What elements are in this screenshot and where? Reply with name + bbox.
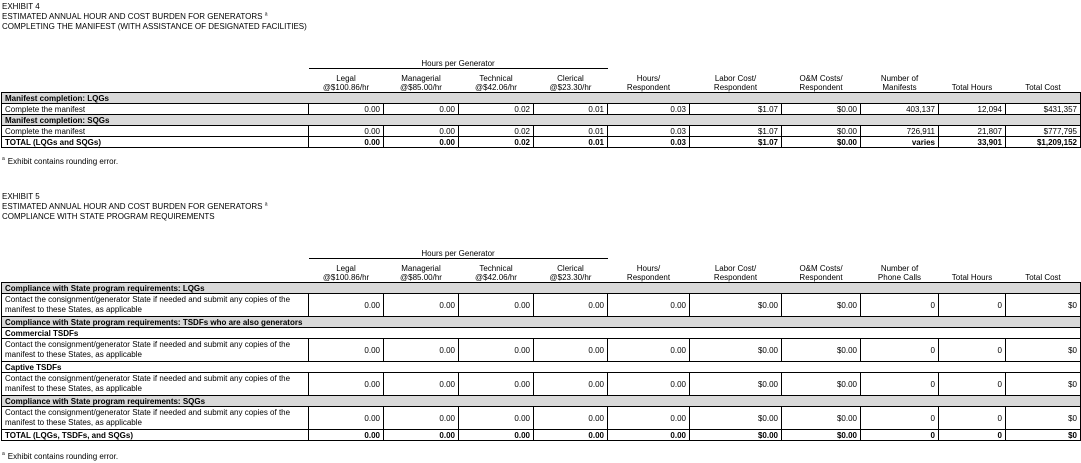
section-row bbox=[2, 93, 1081, 104]
cell-total-cost: $0 bbox=[1006, 407, 1081, 430]
cell-total-cost: $0 bbox=[1006, 339, 1081, 362]
total-hours-respondent: 0.00 bbox=[608, 430, 690, 441]
col-technical: Technical @$42.06/hr bbox=[475, 263, 517, 282]
total-total-cost: $0 bbox=[1006, 430, 1081, 441]
section-lqgs: Compliance with State program requirements: LQGs bbox=[2, 283, 1081, 294]
row-label: Contact the consignment/generator State if needed and submit any copies of the manifest to these States, as applicable bbox=[2, 373, 309, 396]
total-number: varies bbox=[861, 137, 939, 148]
cell-om-cost: $0.00 bbox=[782, 126, 861, 137]
cell-clerical: 0.01 bbox=[534, 104, 608, 115]
exhibit-4-label: EXHIBIT 4 bbox=[2, 2, 40, 11]
total-total-hours: 0 bbox=[939, 430, 1006, 441]
cell-total-hours: 0 bbox=[939, 294, 1006, 317]
total-legal: 0.00 bbox=[309, 137, 384, 148]
col-hours-respondent: Hours/ Respondent bbox=[626, 263, 671, 282]
table-row bbox=[2, 339, 1081, 362]
col-hours-respondent: Hours/ Respondent bbox=[626, 73, 671, 92]
cell-technical: 0.02 bbox=[459, 104, 534, 115]
cell-clerical: 0.00 bbox=[534, 339, 608, 362]
cell-legal: 0.00 bbox=[309, 339, 384, 362]
footnote-marker: a bbox=[264, 201, 268, 208]
cell-technical: 0.00 bbox=[459, 407, 534, 430]
col-managerial: Managerial @$85.00/hr bbox=[400, 73, 442, 92]
cell-clerical: 0.00 bbox=[534, 294, 608, 317]
cell-clerical: 0.00 bbox=[534, 373, 608, 396]
cell-managerial: 0.00 bbox=[384, 339, 459, 362]
total-managerial: 0.00 bbox=[384, 430, 459, 441]
cell-om-cost: $0.00 bbox=[782, 294, 861, 317]
total-om-cost: $0.00 bbox=[782, 137, 861, 148]
cell-technical: 0.00 bbox=[459, 373, 534, 396]
table-row bbox=[2, 294, 1081, 317]
cell-hours: 0.03 bbox=[608, 126, 690, 137]
cell-hours: 0.00 bbox=[608, 373, 690, 396]
subsection-commercial-tsdfs: Commercial TSDFs bbox=[2, 328, 1081, 339]
cell-total-cost: $0 bbox=[1006, 294, 1081, 317]
header-group-row bbox=[2, 249, 1081, 259]
col-number-of-phone-calls: Number of Phone Calls bbox=[877, 263, 922, 282]
cell-hours: 0.03 bbox=[608, 104, 690, 115]
col-labor-cost: Labor Cost/ Respondent bbox=[713, 263, 758, 282]
cell-total-cost: $0 bbox=[1006, 373, 1081, 396]
cell-number: 0 bbox=[861, 294, 939, 317]
cell-managerial: 0.00 bbox=[384, 373, 459, 396]
exhibit-4-footnote: $^a$ Exhibit contains rounding error. bbox=[2, 156, 119, 166]
total-legal: 0.00 bbox=[309, 430, 384, 441]
total-clerical: 0.01 bbox=[534, 137, 608, 148]
col-technical: Technical @$42.06/hr bbox=[475, 73, 517, 92]
col-total-hours: Total Hours bbox=[951, 273, 993, 282]
table-row bbox=[2, 373, 1081, 396]
section-row bbox=[2, 283, 1081, 294]
cell-technical: 0.00 bbox=[459, 339, 534, 362]
cell-total-hours: 0 bbox=[939, 407, 1006, 430]
cell-total-hours: 21,807 bbox=[939, 126, 1006, 137]
col-managerial: Managerial @$85.00/hr bbox=[400, 263, 442, 282]
col-legal: Legal @$100.86/hr bbox=[322, 263, 370, 282]
exhibit-5-table bbox=[1, 249, 1081, 441]
cell-total-hours: 12,094 bbox=[939, 104, 1006, 115]
total-technical: 0.00 bbox=[459, 430, 534, 441]
col-om-costs: O&M Costs/ Respondent bbox=[799, 73, 843, 92]
cell-number: 0 bbox=[861, 407, 939, 430]
col-number-of-manifests: Number of Manifests bbox=[880, 73, 919, 92]
cell-managerial: 0.00 bbox=[384, 126, 459, 137]
col-total-cost: Total Cost bbox=[1025, 83, 1061, 92]
row-label: Contact the consignment/generator State if needed and submit any copies of the manifest to these States, as applicable bbox=[2, 407, 309, 430]
exhibit-4-header bbox=[2, 2, 307, 32]
exhibit-4-subtitle: COMPLETING THE MANIFEST (WITH ASSISTANCE OF DESIGNATED FACILITIES) bbox=[2, 22, 307, 31]
total-technical: 0.02 bbox=[459, 137, 534, 148]
subsection-row bbox=[2, 362, 1081, 373]
cell-total-cost: $431,357 bbox=[1006, 104, 1081, 115]
section-row bbox=[2, 396, 1081, 407]
row-label: Contact the consignment/generator State if needed and submit any copies of the manifest to these States, as applicable bbox=[2, 294, 309, 317]
cell-legal: 0.00 bbox=[309, 126, 384, 137]
col-clerical: Clerical @$23.30/hr bbox=[549, 73, 592, 92]
exhibit-5-title: ESTIMATED ANNUAL HOUR AND COST BURDEN FOR GENERATORS $^a$ bbox=[2, 201, 268, 211]
cell-om-cost: $0.00 bbox=[782, 373, 861, 396]
column-header-row bbox=[2, 259, 1081, 283]
total-hours-respondent: 0.03 bbox=[608, 137, 690, 148]
cell-legal: 0.00 bbox=[309, 407, 384, 430]
cell-hours: 0.00 bbox=[608, 294, 690, 317]
cell-managerial: 0.00 bbox=[384, 104, 459, 115]
hours-per-generator-header: Hours per Generator bbox=[309, 59, 608, 69]
section-lqgs: Manifest completion: LQGs bbox=[2, 93, 1081, 104]
cell-clerical: 0.01 bbox=[534, 126, 608, 137]
cell-hours: 0.00 bbox=[608, 339, 690, 362]
cell-technical: 0.02 bbox=[459, 126, 534, 137]
cell-labor-cost: $1.07 bbox=[690, 104, 782, 115]
total-label: TOTAL (LQGs, TSDFs, and SQGs) bbox=[2, 430, 309, 441]
column-header-row bbox=[2, 69, 1081, 93]
col-om-costs: O&M Costs/ Respondent bbox=[799, 263, 843, 282]
exhibit-5-header bbox=[2, 192, 268, 222]
col-total-cost: Total Cost bbox=[1025, 273, 1061, 282]
cell-number: 0 bbox=[861, 339, 939, 362]
cell-legal: 0.00 bbox=[309, 373, 384, 396]
exhibit-5-label: EXHIBIT 5 bbox=[2, 192, 40, 201]
total-label: TOTAL (LQGs and SQGs) bbox=[2, 137, 309, 148]
exhibit-5-footnote: $^a$ Exhibit contains rounding error. bbox=[2, 451, 119, 461]
cell-clerical: 0.00 bbox=[534, 407, 608, 430]
hours-per-generator-header: Hours per Generator bbox=[309, 249, 608, 259]
col-labor-cost: Labor Cost/ Respondent bbox=[713, 73, 758, 92]
total-row bbox=[2, 137, 1081, 148]
cell-om-cost: $0.00 bbox=[782, 104, 861, 115]
cell-total-hours: 0 bbox=[939, 339, 1006, 362]
cell-om-cost: $0.00 bbox=[782, 339, 861, 362]
footnote-marker: a bbox=[264, 11, 268, 18]
row-label: Contact the consignment/generator State if needed and submit any copies of the manifest to these States, as applicable bbox=[2, 339, 309, 362]
total-number: 0 bbox=[861, 430, 939, 441]
section-sqgs: Manifest completion: SQGs bbox=[2, 115, 1081, 126]
total-labor-cost: $1.07 bbox=[690, 137, 782, 148]
table-row bbox=[2, 407, 1081, 430]
cell-technical: 0.00 bbox=[459, 294, 534, 317]
cell-labor-cost: $1.07 bbox=[690, 126, 782, 137]
exhibit-4-table bbox=[1, 59, 1081, 148]
cell-labor-cost: $0.00 bbox=[690, 294, 782, 317]
cell-hours: 0.00 bbox=[608, 407, 690, 430]
cell-labor-cost: $0.00 bbox=[690, 407, 782, 430]
section-sqgs: Compliance with State program requirements: SQGs bbox=[2, 396, 1081, 407]
cell-om-cost: $0.00 bbox=[782, 407, 861, 430]
cell-legal: 0.00 bbox=[309, 104, 384, 115]
header-group-row bbox=[2, 59, 1081, 69]
col-clerical: Clerical @$23.30/hr bbox=[549, 263, 592, 282]
total-row bbox=[2, 430, 1081, 441]
row-label: Complete the manifest bbox=[2, 104, 309, 115]
cell-managerial: 0.00 bbox=[384, 407, 459, 430]
total-clerical: 0.00 bbox=[534, 430, 608, 441]
col-total-hours: Total Hours bbox=[951, 83, 993, 92]
section-row bbox=[2, 317, 1081, 328]
cell-legal: 0.00 bbox=[309, 294, 384, 317]
subsection-row bbox=[2, 328, 1081, 339]
total-total-hours: 33,901 bbox=[939, 137, 1006, 148]
exhibit-5-subtitle: COMPLIANCE WITH STATE PROGRAM REQUIREMENTS bbox=[2, 212, 215, 221]
total-total-cost: $1,209,152 bbox=[1006, 137, 1081, 148]
subsection-captive-tsdfs: Captive TSDFs bbox=[2, 362, 1081, 373]
total-managerial: 0.00 bbox=[384, 137, 459, 148]
total-om-cost: $0.00 bbox=[782, 430, 861, 441]
table-row bbox=[2, 104, 1081, 115]
cell-labor-cost: $0.00 bbox=[690, 339, 782, 362]
row-label: Complete the manifest bbox=[2, 126, 309, 137]
section-tsdfs: Compliance with State program requirements: TSDFs who are also generators bbox=[2, 317, 1081, 328]
cell-total-hours: 0 bbox=[939, 373, 1006, 396]
cell-managerial: 0.00 bbox=[384, 294, 459, 317]
cell-labor-cost: $0.00 bbox=[690, 373, 782, 396]
exhibit-4-title: ESTIMATED ANNUAL HOUR AND COST BURDEN FOR GENERATORS $^a$ bbox=[2, 11, 268, 21]
cell-number: 726,911 bbox=[861, 126, 939, 137]
table-row bbox=[2, 126, 1081, 137]
section-row bbox=[2, 115, 1081, 126]
cell-number: 0 bbox=[861, 373, 939, 396]
cell-number: 403,137 bbox=[861, 104, 939, 115]
col-legal: Legal @$100.86/hr bbox=[322, 73, 370, 92]
cell-total-cost: $777,795 bbox=[1006, 126, 1081, 137]
total-labor-cost: $0.00 bbox=[690, 430, 782, 441]
